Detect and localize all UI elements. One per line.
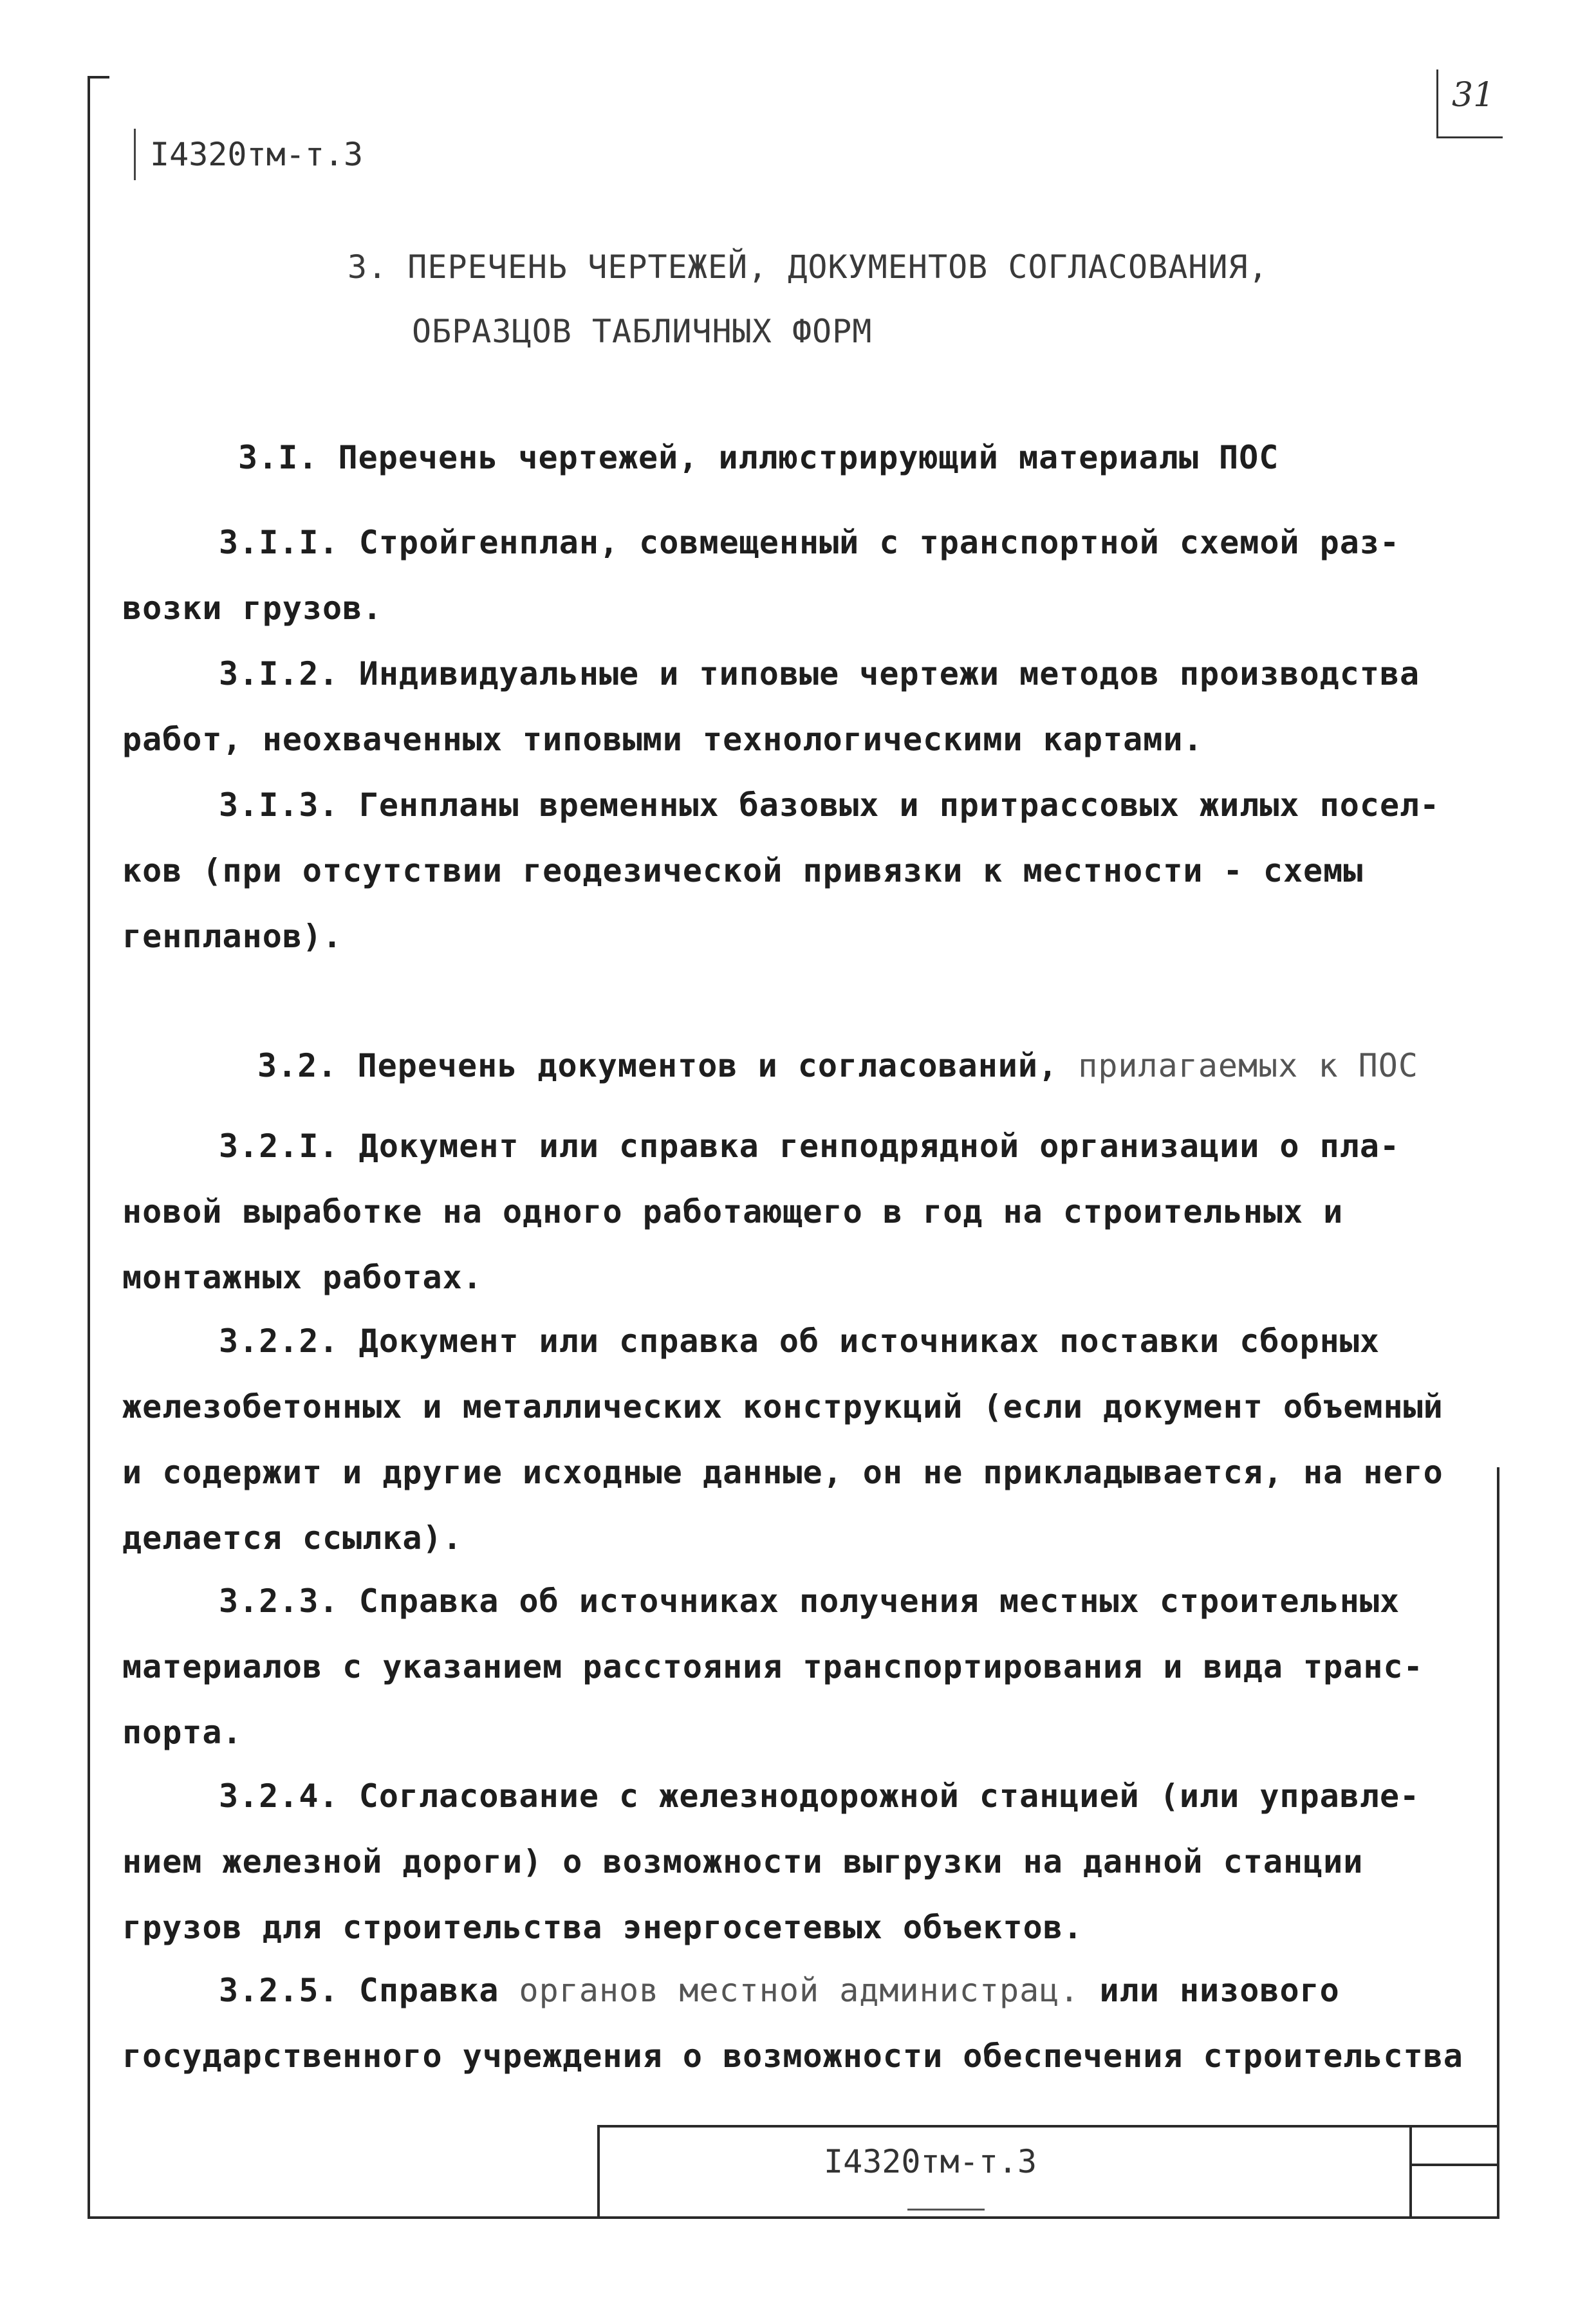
item-3-2-1-line-3: монтажных работах. bbox=[122, 1259, 483, 1296]
section-3-2-heading-bold: 3.2. Перечень документов и согласований, bbox=[257, 1047, 1059, 1084]
frame-right-border bbox=[1497, 1467, 1499, 2219]
item-3-2-2-line-2: железобетонных и металлических конструкций (если документ объемный bbox=[122, 1388, 1443, 1425]
item-3-1-3 bbox=[122, 772, 1480, 969]
frame-top-tick bbox=[88, 76, 109, 79]
item-3-1-1-line-1: 3.I.I. Стройгенплан, совмещенный с транспортной схемой раз- bbox=[219, 524, 1400, 561]
item-3-2-2-line-4: делается ссылка). bbox=[122, 1519, 463, 1557]
item-3-2-5-light: органов местной администрац. bbox=[519, 1972, 1080, 2009]
item-3-2-3-line-2: материалов с указанием расстояния транспортирования и вида транс- bbox=[122, 1648, 1424, 1685]
item-3-2-2-line-3: и содержит и другие исходные данные, он не прикладывается, на него bbox=[122, 1454, 1443, 1491]
item-3-1-1 bbox=[122, 510, 1480, 641]
title-line-1: 3. ПЕРЕЧЕНЬ ЧЕРТЕЖЕЙ, ДОКУМЕНТОВ СОГЛАСОВАНИЯ, bbox=[348, 248, 1268, 286]
item-3-2-3-line-1: 3.2.3. Справка об источниках получения местных строительных bbox=[219, 1582, 1400, 1620]
item-3-1-3-line-2: ков (при отсутствии геодезической привязки к местности - схемы bbox=[122, 852, 1364, 889]
item-3-2-5-bold-a: 3.2.5. Справка bbox=[219, 1972, 499, 2009]
doc-code-bottom: I4320тм-т.3 bbox=[824, 2143, 1037, 2180]
document-title bbox=[348, 235, 1442, 364]
item-3-1-2 bbox=[122, 641, 1480, 772]
item-3-2-4-line-2: нием железной дороги) о возможности выгрузки на данной станции bbox=[122, 1843, 1364, 1880]
item-3-1-1-line-2: возки грузов. bbox=[122, 589, 383, 627]
item-3-1-3-line-1: 3.I.3. Генпланы временных базовых и притрассовых жилых посел- bbox=[219, 786, 1440, 824]
item-3-2-5-bold-b: или низового bbox=[1099, 1972, 1340, 2009]
title-block-stamp bbox=[597, 2125, 1499, 2219]
item-3-2-1 bbox=[122, 1113, 1480, 1310]
item-3-2-4-line-1: 3.2.4. Согласование с железнодорожной станцией (или управле- bbox=[219, 1777, 1420, 1815]
frame-left-border bbox=[88, 76, 90, 2219]
item-3-2-2 bbox=[122, 1308, 1480, 1571]
item-3-1-2-line-1: 3.I.2. Индивидуальные и типовые чертежи методов производства bbox=[219, 655, 1420, 692]
stamp-divider-vertical bbox=[1409, 2125, 1412, 2216]
section-3-2-heading bbox=[122, 1033, 1596, 1099]
item-3-2-4-line-3: грузов для строительства энергосетевых объектов. bbox=[122, 1909, 1083, 1946]
section-3-1-heading: 3.I. Перечень чертежей, иллюстрирующий материалы ПОС bbox=[238, 439, 1279, 476]
item-3-2-3 bbox=[122, 1568, 1480, 1765]
item-3-2-2-line-1: 3.2.2. Документ или справка об источниках поставки сборных bbox=[219, 1322, 1380, 1360]
item-3-2-4 bbox=[122, 1763, 1480, 1960]
item-3-2-5 bbox=[122, 1958, 1480, 2089]
stamp-divider-horizontal bbox=[1412, 2164, 1497, 2166]
item-3-2-3-line-3: порта. bbox=[122, 1714, 243, 1751]
item-3-2-5-line-2: государственного учреждения о возможности обеспечения строительства bbox=[122, 2037, 1463, 2075]
item-3-2-1-line-1: 3.2.I. Документ или справка генподрядной организации о пла- bbox=[219, 1127, 1400, 1165]
section-3-2-heading-light: прилагаемых к ПОС bbox=[1078, 1047, 1418, 1084]
title-line-2: ОБРАЗЦОВ ТАБЛИЧНЫХ ФОРМ bbox=[412, 313, 873, 350]
doc-code-top: I4320тм-т.3 bbox=[134, 129, 363, 180]
item-3-2-1-line-2: новой выработке на одного работающего в год на строительных и bbox=[122, 1193, 1344, 1230]
page-number: 31 bbox=[1452, 76, 1495, 115]
item-3-1-2-line-2: работ, неохваченных типовыми технологическими картами. bbox=[122, 721, 1203, 758]
item-3-2-5-line-1 bbox=[122, 1958, 1480, 2023]
doc-code-underline bbox=[907, 2209, 985, 2211]
item-3-1-3-line-3: генпланов). bbox=[122, 918, 343, 955]
